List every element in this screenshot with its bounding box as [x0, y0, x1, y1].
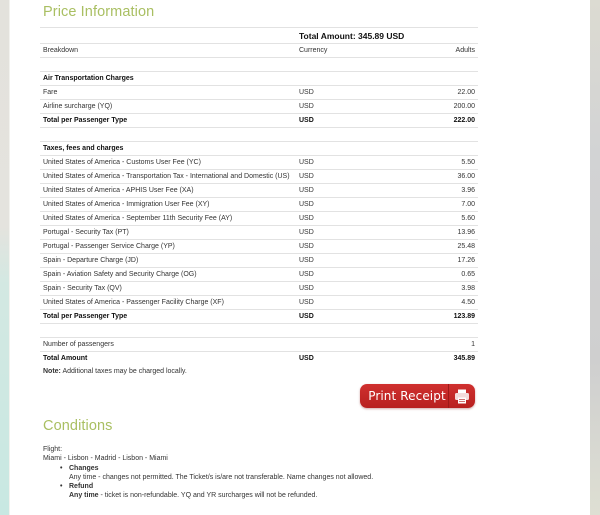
table-row — [40, 212, 478, 226]
conditions-list — [43, 464, 373, 501]
row-label: Spain - Security Tax (QV) — [40, 282, 296, 296]
section-heading-taxes: Taxes, fees and charges — [40, 142, 478, 156]
bullet-icon: • — [60, 483, 63, 491]
total-amount-header-row — [40, 28, 478, 44]
row-currency: USD — [296, 226, 412, 240]
row-amount: 222.00 — [412, 114, 478, 128]
row-amount: 3.96 — [412, 184, 478, 198]
row-amount: 17.26 — [412, 254, 478, 268]
print-receipt-label: Print Receipt — [368, 389, 446, 403]
row-label: United States of America - Transportation Tax - International and Domestic (US) — [40, 170, 296, 184]
row-currency: USD — [296, 170, 412, 184]
grand-total-currency: USD — [299, 355, 314, 362]
price-information-title: Price Information — [43, 4, 155, 20]
row-currency: USD — [296, 310, 412, 324]
left-page-edge — [0, 0, 10, 515]
note-row — [40, 365, 478, 378]
conditions-section — [43, 445, 373, 501]
condition-item-refund — [60, 482, 373, 501]
table-row — [40, 156, 478, 170]
condition-heading: Refund — [69, 483, 94, 491]
table-row — [40, 282, 478, 296]
column-breakdown: Breakdown — [40, 44, 296, 58]
passengers-count: 1 — [412, 338, 478, 352]
condition-text: Any time - changes not permitted. The Ticket/s is/are not transferable. Name changes not allowed. — [69, 473, 374, 481]
row-amount: 13.96 — [412, 226, 478, 240]
row-currency: USD — [296, 268, 412, 282]
row-amount: 123.89 — [412, 310, 478, 324]
total-amount-header: Total Amount: 345.89 USD — [296, 28, 478, 44]
flight-route: Miami - Lisbon - Madrid - Lisbon - Miami — [43, 455, 168, 463]
table-row — [40, 268, 478, 282]
row-label: United States of America - Customs User Fee (YC) — [40, 156, 296, 170]
table-row — [40, 170, 478, 184]
row-amount: 22.00 — [412, 86, 478, 100]
row-amount: 3.98 — [412, 282, 478, 296]
row-amount: 5.60 — [412, 212, 478, 226]
passengers-row — [40, 338, 478, 352]
price-breakdown-table — [40, 27, 478, 378]
passengers-label: Number of passengers — [40, 338, 296, 352]
row-currency: USD — [296, 296, 412, 310]
table-row — [40, 100, 478, 114]
row-amount: 25.48 — [412, 240, 478, 254]
row-currency: USD — [296, 86, 412, 100]
row-currency: USD — [296, 114, 412, 128]
note-text: Additional taxes may be charged locally. — [60, 368, 187, 375]
row-amount: 36.00 — [412, 170, 478, 184]
grand-total-row — [40, 352, 478, 366]
section-heading-air: Air Transportation Charges — [40, 72, 478, 86]
right-scrollbar-track[interactable] — [590, 0, 600, 515]
row-label: Spain - Aviation Safety and Security Charge (OG) — [40, 268, 296, 282]
spacer-row — [40, 324, 478, 338]
row-amount: 7.00 — [412, 198, 478, 212]
row-label: Spain - Departure Charge (JD) — [40, 254, 296, 268]
row-currency: USD — [296, 198, 412, 212]
row-currency: USD — [296, 212, 412, 226]
table-row — [40, 198, 478, 212]
table-row — [40, 254, 478, 268]
condition-detail: - ticket is non-refundable. YQ and YR surcharges will not be refunded. — [98, 492, 318, 500]
row-label: Airline surcharge (YQ) — [40, 100, 296, 114]
table-row — [40, 184, 478, 198]
row-label: Total per Passenger Type — [40, 114, 296, 128]
row-label: United States of America - Immigration User Fee (XY) — [40, 198, 296, 212]
row-label: Fare — [40, 86, 296, 100]
column-adults: Adults — [412, 44, 478, 58]
table-row — [40, 226, 478, 240]
bullet-icon: • — [60, 464, 63, 472]
row-amount: 4.50 — [412, 296, 478, 310]
row-amount: 0.65 — [412, 268, 478, 282]
row-label: United States of America - September 11th Security Fee (AY) — [40, 212, 296, 226]
row-amount: 200.00 — [412, 100, 478, 114]
column-currency: Currency — [296, 44, 412, 58]
grand-total-label: Total Amount — [43, 355, 88, 362]
row-currency: USD — [296, 282, 412, 296]
row-label: United States of America - APHIS User Fee (XA) — [40, 184, 296, 198]
taxes-total-row — [40, 310, 478, 324]
row-label: United States of America - Passenger Facility Charge (XF) — [40, 296, 296, 310]
row-currency: USD — [296, 184, 412, 198]
row-amount: 5.50 — [412, 156, 478, 170]
column-header-row — [40, 44, 478, 58]
grand-total-amount: 345.89 — [453, 355, 475, 362]
table-row — [40, 86, 478, 100]
print-receipt-button[interactable] — [360, 384, 475, 408]
condition-text — [69, 491, 373, 500]
row-label: Portugal - Security Tax (PT) — [40, 226, 296, 240]
row-currency: USD — [296, 156, 412, 170]
row-currency: USD — [296, 240, 412, 254]
flight-label: Flight: — [43, 446, 63, 453]
row-currency: USD — [296, 100, 412, 114]
condition-item-changes — [60, 464, 374, 483]
condition-when: Any time — [69, 492, 99, 500]
spacer-row — [40, 128, 478, 142]
table-row — [40, 240, 478, 254]
air-total-row — [40, 114, 478, 128]
row-label: Total per Passenger Type — [40, 310, 296, 324]
row-currency: USD — [296, 254, 412, 268]
conditions-title: Conditions — [43, 418, 113, 434]
condition-heading: Changes — [69, 464, 99, 472]
printer-icon — [449, 384, 475, 408]
table-row — [40, 296, 478, 310]
note — [40, 365, 478, 378]
spacer-row — [40, 58, 478, 72]
row-label: Portugal - Passenger Service Charge (YP) — [40, 240, 296, 254]
note-label: Note: — [43, 368, 61, 375]
